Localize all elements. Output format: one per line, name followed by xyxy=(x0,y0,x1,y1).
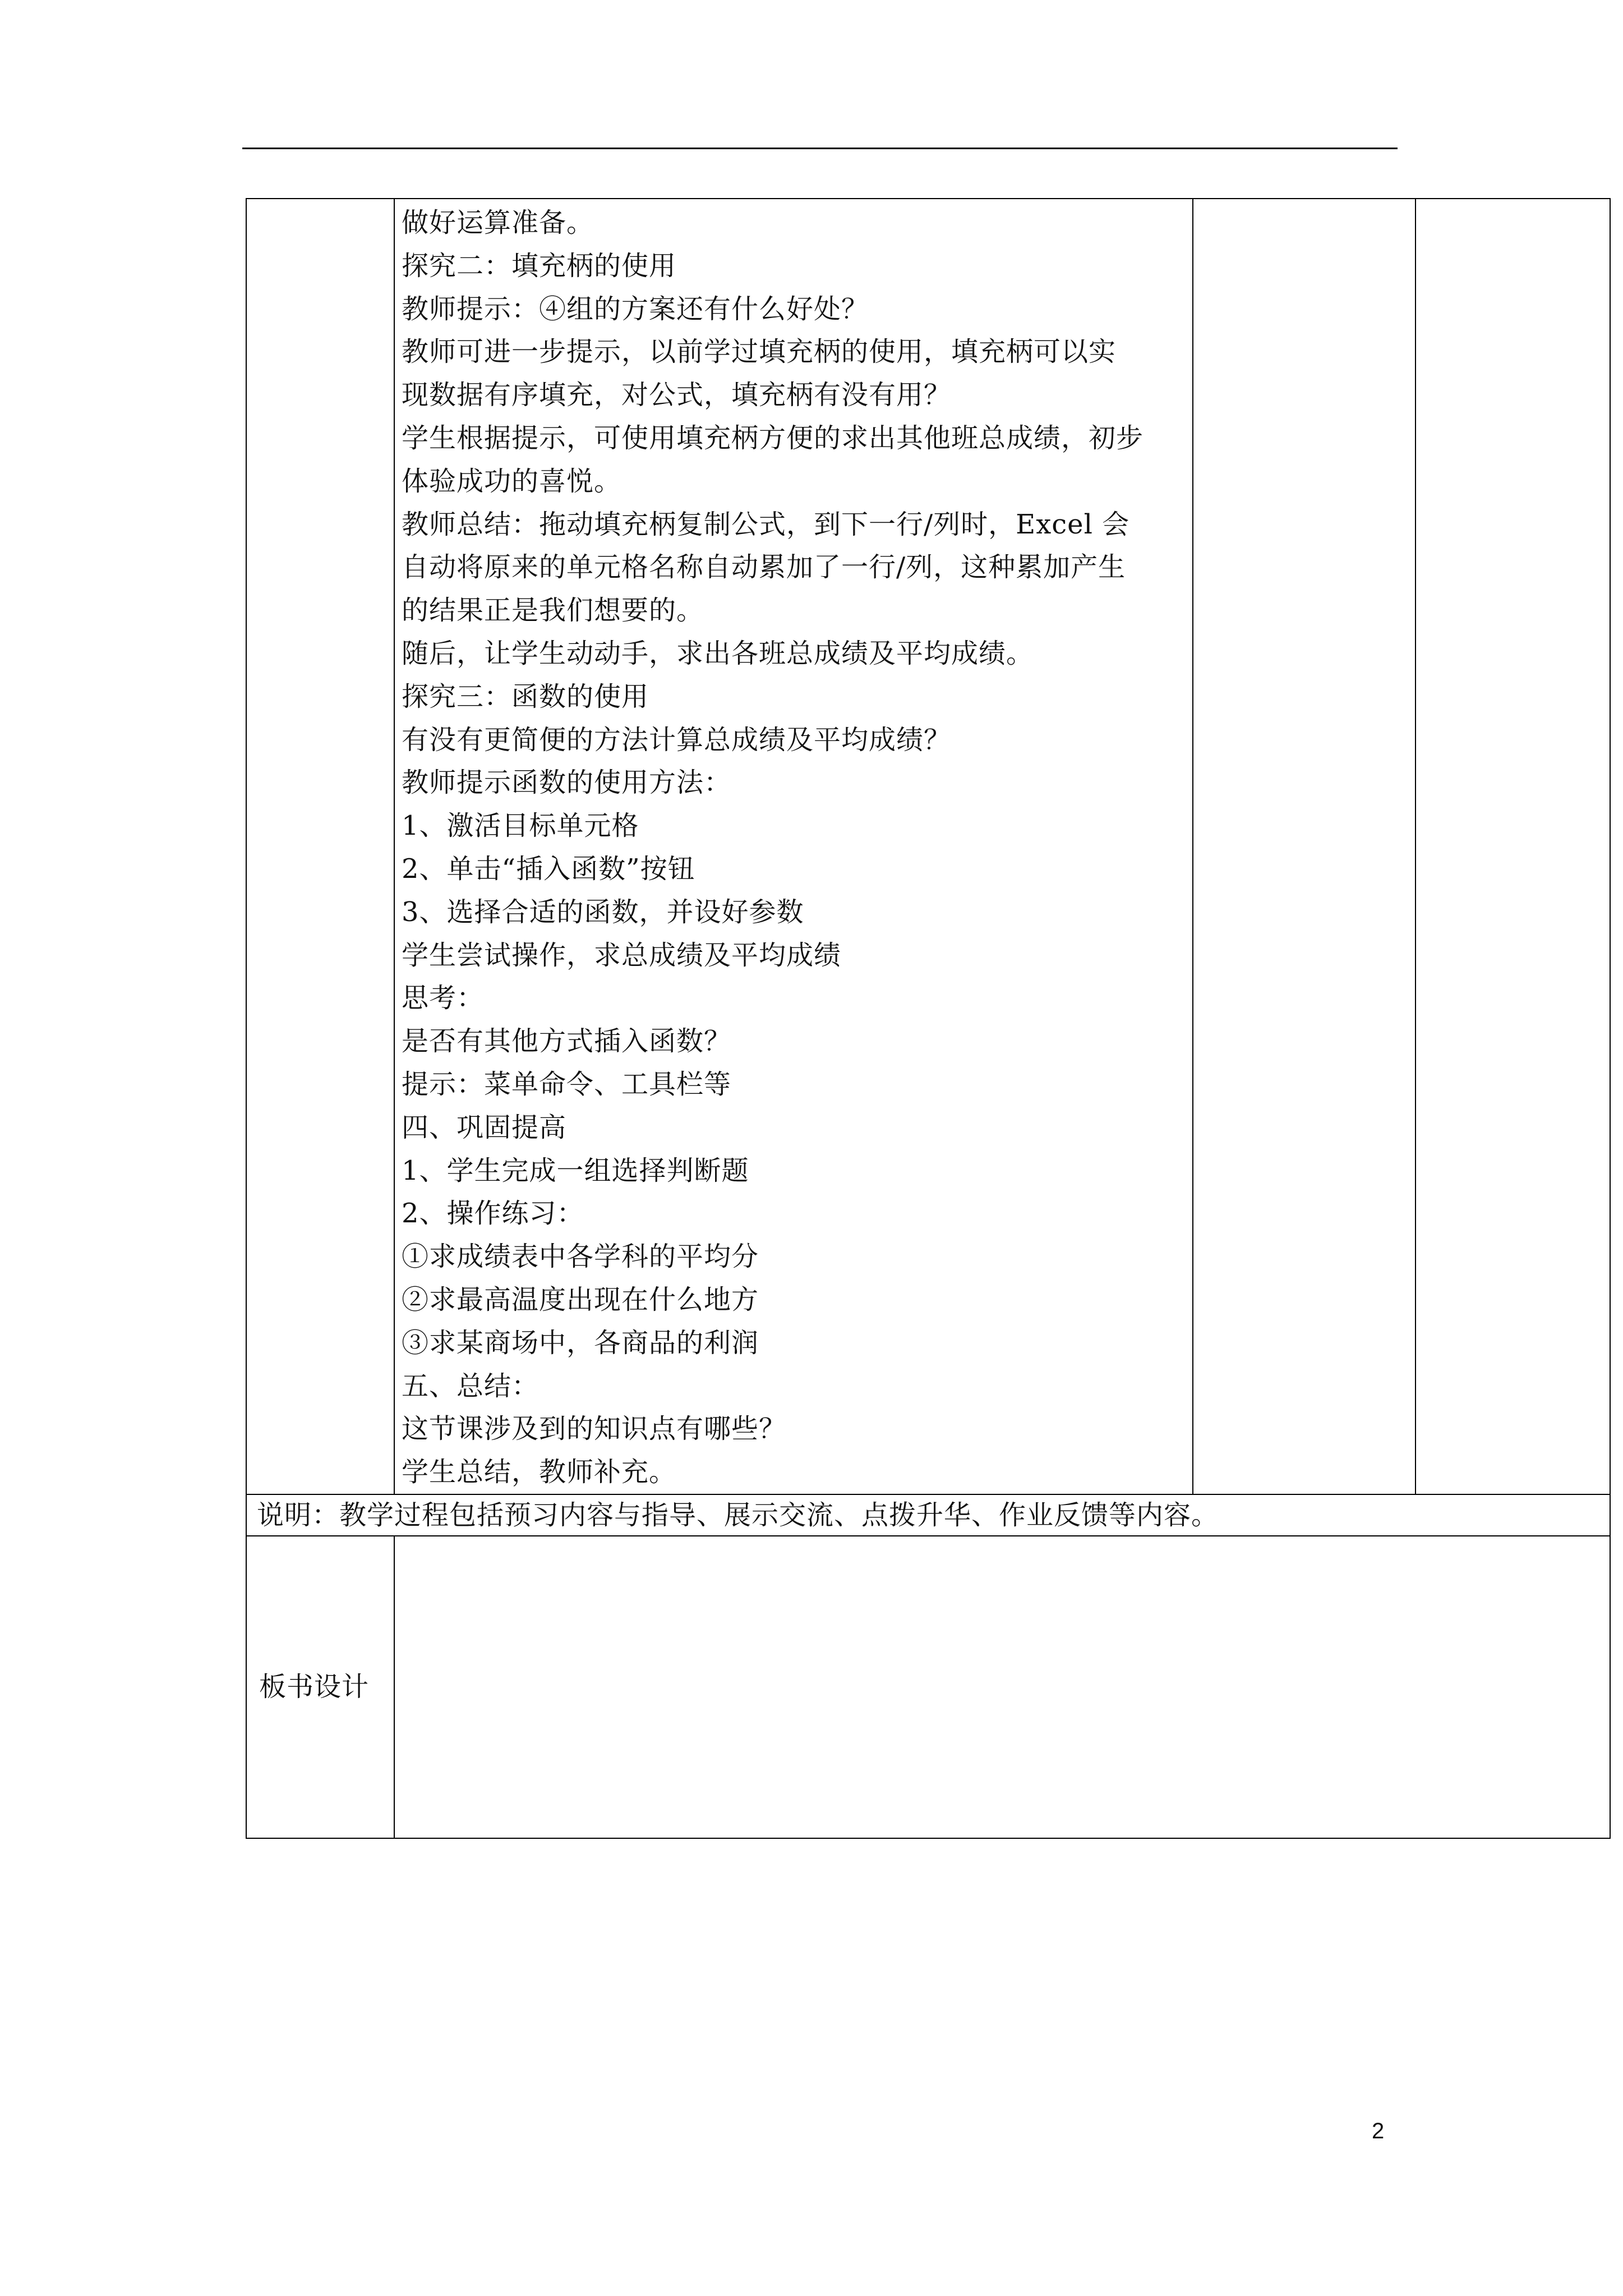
process-column-3-cell xyxy=(1193,199,1415,1494)
process-line: 提示：菜单命令、工具栏等 xyxy=(402,1068,732,1100)
process-content-cell xyxy=(394,199,1193,1494)
process-line: 现数据有序填充，对公式，填充柄有没有用？ xyxy=(402,379,952,411)
process-line: 学生总结，教师补充。 xyxy=(402,1456,677,1488)
process-line: 有没有更简便的方法计算总成绩及平均成绩？ xyxy=(402,724,952,756)
process-line: 思考： xyxy=(402,982,485,1014)
process-line: 随后，让学生动动手，求出各班总成绩及平均成绩。 xyxy=(402,637,1034,669)
process-line: 探究三：函数的使用 xyxy=(402,680,649,712)
process-line: 1、学生完成一组选择判断题 xyxy=(402,1154,749,1186)
process-line: 这节课涉及到的知识点有哪些？ xyxy=(402,1413,787,1445)
process-line: 教师总结：拖动填充柄复制公式，到下一行/列时，Excel 会 xyxy=(402,508,1130,540)
process-line: 五、总结： xyxy=(402,1370,540,1402)
board-design-label: 板书设计 xyxy=(259,1671,370,1703)
process-line: 的结果正是我们想要的。 xyxy=(402,595,704,627)
note-cell xyxy=(246,1494,1610,1536)
board-content-cell xyxy=(394,1536,1610,1838)
process-line: ②求最高温度出现在什么地方 xyxy=(402,1283,759,1315)
header-rule xyxy=(242,148,1398,149)
process-line: 教师提示：④组的方案还有什么好处？ xyxy=(402,293,869,325)
process-label-cell xyxy=(246,199,394,1494)
process-line: 自动将原来的单元格名称自动累加了一行/列，这种累加产生 xyxy=(402,551,1126,583)
process-line: 四、巩固提高 xyxy=(402,1111,567,1143)
process-line: 3、选择合适的函数，并设好参数 xyxy=(402,896,804,928)
board-label-cell xyxy=(246,1536,394,1838)
process-line: 教师可进一步提示，以前学过填充柄的使用，填充柄可以实 xyxy=(402,336,1117,368)
process-line: ③求某商场中，各商品的利润 xyxy=(402,1327,759,1359)
process-line: 探究二：填充柄的使用 xyxy=(402,250,677,282)
page-number: 2 xyxy=(1372,2119,1385,2143)
process-column-4-cell xyxy=(1415,199,1610,1494)
process-line: 学生尝试操作，求总成绩及平均成绩 xyxy=(402,939,842,971)
process-text-list xyxy=(395,199,1192,1494)
process-line: 体验成功的喜悦。 xyxy=(402,465,622,497)
process-line: 学生根据提示，可使用填充柄方便的求出其他班总成绩，初步 xyxy=(402,422,1144,454)
process-line: ①求成绩表中各学科的平均分 xyxy=(402,1241,759,1273)
teaching-process-row xyxy=(246,199,1610,1494)
process-line: 是否有其他方式插入函数？ xyxy=(402,1025,732,1057)
process-line: 1、激活目标单元格 xyxy=(402,810,639,842)
process-line: 2、单击“插入函数”按钮 xyxy=(402,853,695,885)
process-line: 做好运算准备。 xyxy=(402,207,594,238)
note-row xyxy=(246,1494,1610,1536)
note-text: 说明：教学过程包括预习内容与指导、展示交流、点拨升华、作业反馈等内容。 xyxy=(257,1499,1219,1531)
process-line: 教师提示函数的使用方法： xyxy=(402,767,732,799)
lesson-plan-table xyxy=(246,198,1611,1839)
process-line: 2、操作练习： xyxy=(402,1198,584,1230)
board-design-row xyxy=(246,1536,1610,1838)
